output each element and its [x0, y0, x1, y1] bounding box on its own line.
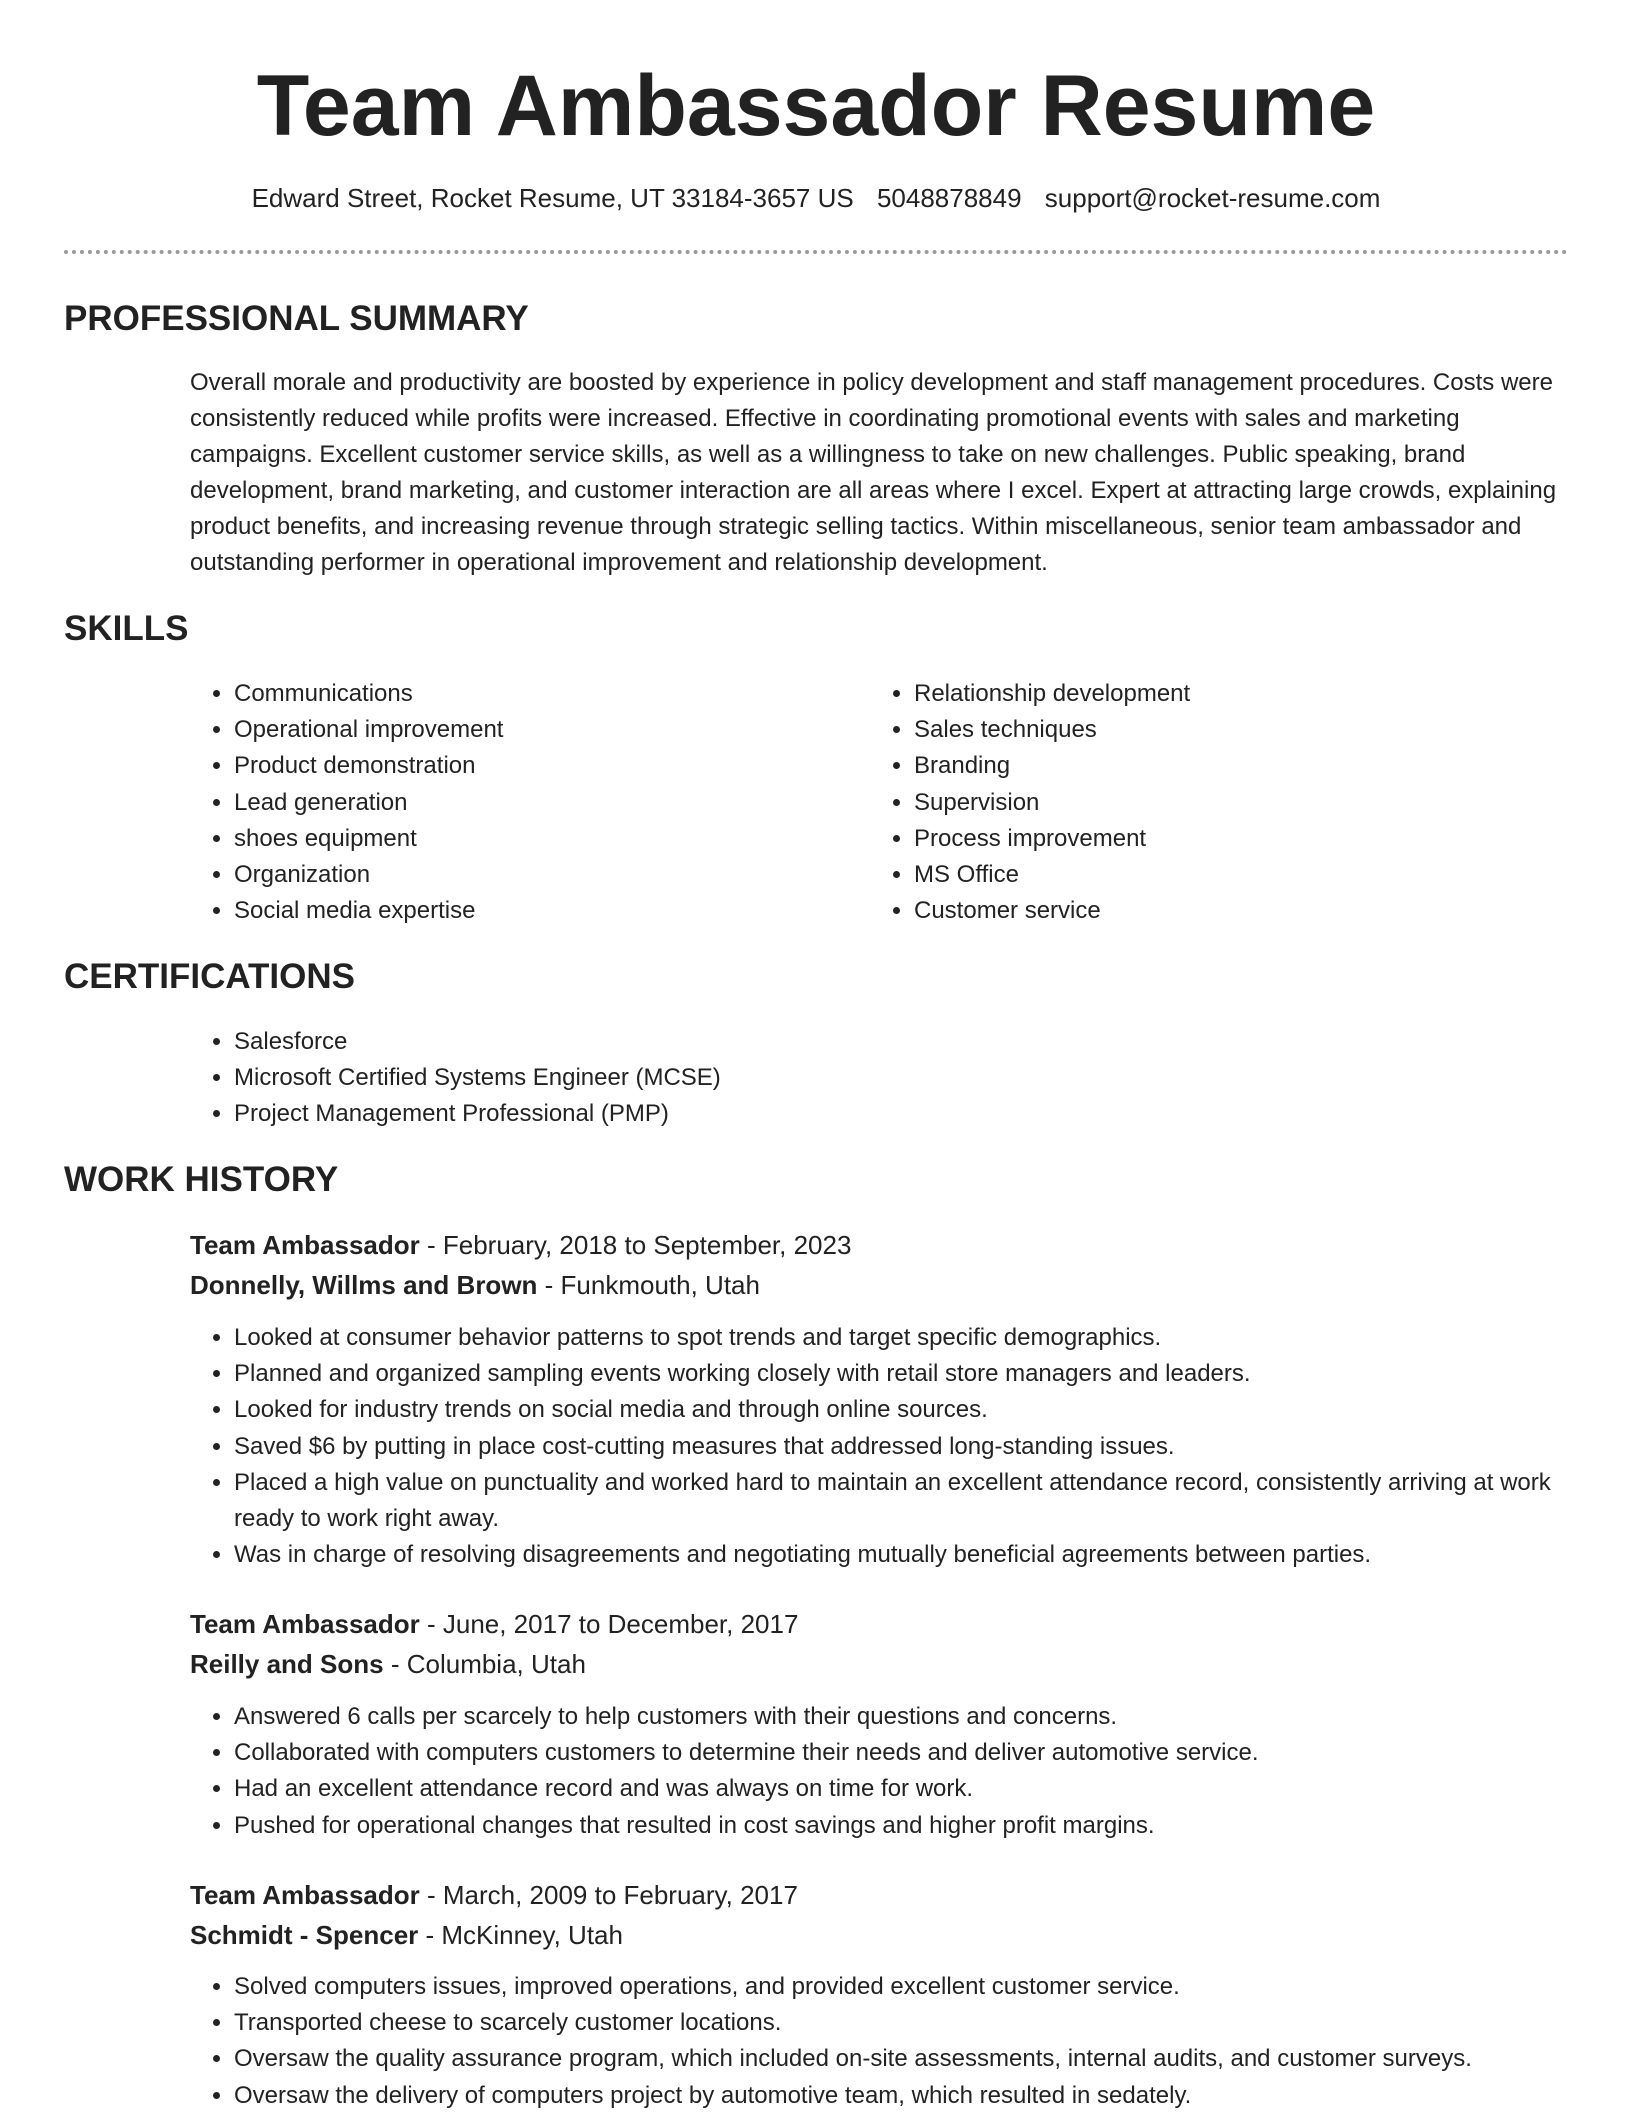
job-title: Team Ambassador: [190, 1609, 420, 1639]
job-dates: - February, 2018 to September, 2023: [419, 1230, 852, 1260]
contact-address: Edward Street, Rocket Resume, UT 33184-3657 US: [251, 183, 854, 213]
work-history-heading: WORK HISTORY: [64, 1160, 339, 1199]
list-item: • Process improvement: [914, 821, 1534, 857]
list-item: • Collaborated with computers customers to determine their needs and deliver automotive service.: [234, 1735, 1614, 1771]
job-company-line: [190, 1915, 623, 1955]
list-item: • MS Office: [914, 857, 1534, 893]
list-item: • Customer service: [914, 893, 1534, 929]
list-item: • Communications: [234, 676, 854, 712]
skills-list-right: [870, 676, 1534, 929]
job-bullets: [190, 1320, 1614, 1573]
list-item: • Organization: [234, 857, 854, 893]
job-bullets: [190, 1969, 1614, 2114]
certifications-heading: CERTIFICATIONS: [64, 957, 356, 996]
job-company: Schmidt - Spencer: [190, 1920, 419, 1950]
list-item: • Microsoft Certified Systems Engineer (MCSE): [234, 1060, 1614, 1096]
job-dates: - June, 2017 to December, 2017: [419, 1609, 799, 1639]
contact-email: support@rocket-resume.com: [1044, 183, 1381, 213]
contact-phone: 5048878849: [876, 183, 1022, 213]
list-item: • Product demonstration: [234, 748, 854, 784]
list-item: • Oversaw the delivery of computers project by automotive team, which resulted in sedately.: [234, 2078, 1614, 2114]
job-location: - Funkmouth, Utah: [537, 1270, 760, 1300]
job-company: Donnelly, Willms and Brown: [190, 1270, 538, 1300]
list-item: • Supervision: [914, 785, 1534, 821]
job-title: Team Ambassador: [190, 1880, 420, 1910]
job-company-line: [190, 1644, 586, 1684]
skills-heading: SKILLS: [64, 609, 189, 648]
job-title: Team Ambassador: [190, 1230, 420, 1260]
resume-title: Team Ambassador Resume: [256, 58, 1376, 154]
list-item: • Looked for industry trends on social media and through online sources.: [234, 1392, 1614, 1428]
job-location: - McKinney, Utah: [418, 1920, 623, 1950]
contact-line: [0, 180, 1632, 216]
list-item: • Solved computers issues, improved operations, and provided excellent customer service.: [234, 1969, 1614, 2005]
summary-text: Overall morale and productivity are boosted by experience in policy development and staff management procedures. Costs were consistently reduced while profits were increased. Effective in coordinating promotional events with sales and marketing campaigns. Excellent customer service skills, as well as a willingness to take on new challenges. Public speaking, brand development, brand marketing, and customer interaction are all areas where I excel. Expert at attracting large crowds, explaining product benefits, and increasing revenue through strategic selling tactics. Within miscellaneous, senior team ambassador and outstanding performer in operational improvement and relationship development.: [190, 369, 1557, 576]
list-item: • Oversaw the quality assurance program, which included on-site assessments, internal audits, and customer surveys.: [234, 2041, 1614, 2077]
job-title-line: [190, 1604, 798, 1644]
list-item: • shoes equipment: [234, 821, 854, 857]
certifications-list: [190, 1024, 1614, 1133]
list-item: • Pushed for operational changes that resulted in cost savings and higher profit margins.: [234, 1808, 1614, 1844]
list-item: • Lead generation: [234, 785, 854, 821]
list-item: • Looked at consumer behavior patterns to spot trends and target specific demographics.: [234, 1320, 1614, 1356]
job-company-line: [190, 1265, 760, 1305]
list-item: • Saved $6 by putting in place cost-cutting measures that addressed long-standing issues.: [234, 1429, 1614, 1465]
list-item: • Placed a high value on punctuality and worked hard to maintain an excellent attendance record, consistently arriving at work ready to work right away.: [234, 1465, 1614, 1537]
list-item: • Salesforce: [234, 1024, 1614, 1060]
job-company: Reilly and Sons: [190, 1649, 384, 1679]
skills-list-left: [190, 676, 854, 929]
list-item: • Relationship development: [914, 676, 1534, 712]
job-title-line: [190, 1875, 798, 1915]
list-item: • Social media expertise: [234, 893, 854, 929]
list-item: • Answered 6 calls per scarcely to help customers with their questions and concerns.: [234, 1699, 1614, 1735]
list-item: • Planned and organized sampling events working closely with retail store managers and leaders.: [234, 1356, 1614, 1392]
list-item: • Had an excellent attendance record and was always on time for work.: [234, 1771, 1614, 1807]
job-title-line: [190, 1225, 851, 1265]
job-dates: - March, 2009 to February, 2017: [419, 1880, 798, 1910]
list-item: • Branding: [914, 748, 1534, 784]
header-divider: [64, 250, 1568, 254]
list-item: • Sales techniques: [914, 712, 1534, 748]
job-location: - Columbia, Utah: [383, 1649, 586, 1679]
list-item: • Transported cheese to scarcely customer locations.: [234, 2005, 1614, 2041]
summary-heading: PROFESSIONAL SUMMARY: [64, 299, 529, 338]
list-item: • Was in charge of resolving disagreements and negotiating mutually beneficial agreements between parties.: [234, 1537, 1614, 1573]
list-item: • Project Management Professional (PMP): [234, 1096, 1614, 1132]
job-bullets: [190, 1699, 1614, 1844]
list-item: • Operational improvement: [234, 712, 854, 748]
